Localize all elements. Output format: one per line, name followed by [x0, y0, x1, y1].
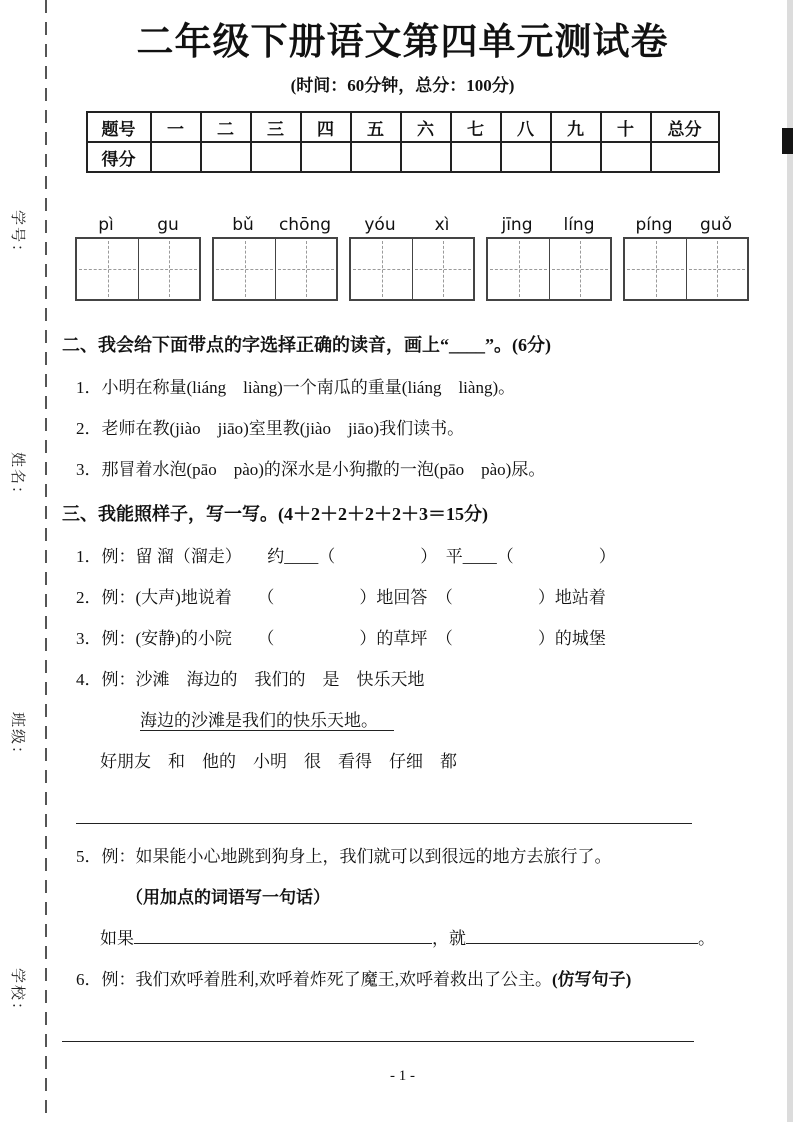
- grid-cell: [412, 239, 473, 299]
- score-table-col: 九: [551, 112, 601, 142]
- score-cell-empty: [251, 142, 301, 172]
- score-cell-empty: [151, 142, 201, 172]
- question-item: 1．小明在称量(liáng liàng)一个南瓜的重量(liáng liàng)。: [76, 378, 516, 397]
- page-subtitle: (时间：60分钟，总分：100分): [290, 76, 515, 95]
- score-cell-empty: [351, 142, 401, 172]
- section-two-heading: 二、我会给下面带点的字选择正确的读音，画上“____”。(6分): [62, 335, 551, 355]
- grid-cell: [351, 239, 412, 299]
- pinyin-label: jīng: [501, 215, 533, 235]
- writing-grid: [623, 237, 749, 301]
- score-table: [86, 111, 720, 173]
- writing-grid: [75, 237, 201, 301]
- question-item: 5．例：如果能小心地跳到狗身上，我们就可以到很远的地方去旅行了。: [76, 847, 612, 866]
- question-item: 2．例：(大声)地说着 （ ）地回答 （ ）地站着: [76, 588, 606, 607]
- score-table-score-row: [87, 142, 719, 172]
- section-three-heading: 三、我能照样子，写一写。(4＋2＋2＋2＋2＋3＝15分): [62, 504, 488, 524]
- pinyin-label: bǔ: [232, 215, 254, 235]
- example-answer-text: 海边的沙滩是我们的快乐天地。: [140, 711, 394, 731]
- score-table-header-row: [87, 112, 719, 142]
- pinyin-label: chōng: [278, 215, 332, 235]
- score-table-col: 四: [301, 112, 351, 142]
- fill-text: ，就: [432, 929, 466, 948]
- score-cell-empty: [601, 142, 651, 172]
- pinyin-label: píng: [635, 215, 673, 235]
- pinyin-group: [349, 215, 475, 301]
- score-table-col: 总分: [651, 112, 719, 142]
- fill-text: 如果: [100, 929, 134, 948]
- pinyin-group: [75, 215, 201, 301]
- pinyin-label: líng: [563, 215, 595, 235]
- score-table-col: 七: [451, 112, 501, 142]
- fill-in-blank-line: [100, 918, 743, 959]
- margin-label-class: 班级：: [9, 712, 25, 764]
- grid-cell: [549, 239, 610, 299]
- score-table-col: 三: [251, 112, 301, 142]
- answer-line: [62, 1014, 694, 1042]
- answer-line: [76, 796, 692, 824]
- writing-grid: [349, 237, 475, 301]
- score-cell-empty: [501, 142, 551, 172]
- margin-label-school: 学校：: [9, 968, 25, 1020]
- grid-cell: [488, 239, 549, 299]
- page-title: 二年级下册语文第四单元测试卷: [136, 22, 669, 63]
- pinyin-writing-section: [75, 215, 743, 301]
- pinyin-label: gu: [157, 215, 179, 235]
- score-table-col: 五: [351, 112, 401, 142]
- grid-cell: [275, 239, 336, 299]
- writing-grid: [486, 237, 612, 301]
- example-answer: [140, 700, 743, 741]
- pinyin-group: [212, 215, 338, 301]
- pinyin-group: [623, 215, 749, 301]
- question-item: 3．例：(安静)的小院 （ ）的草坪 （ ）的城堡: [76, 629, 606, 648]
- word-bank: 好朋友 和 他的 小明 很 看得 仔细 都: [100, 752, 457, 771]
- margin-label-name: 姓名：: [9, 452, 25, 504]
- score-table-col: 六: [401, 112, 451, 142]
- instruction-note: (仿写句子): [552, 970, 632, 989]
- question-text: 6．例：我们欢呼着胜利,欢呼着炸死了魔王,欢呼着救出了公主。: [76, 970, 552, 989]
- score-cell-empty: [651, 142, 719, 172]
- pinyin-label: guǒ: [700, 215, 732, 235]
- writing-grid: [212, 237, 338, 301]
- question-item: 2．老师在教(jiào jiāo)室里教(jiào jiāo)我们读书。: [76, 419, 465, 438]
- margin-label-student-id: 学号：: [9, 210, 25, 262]
- score-cell-empty: [401, 142, 451, 172]
- pinyin-label: xì: [434, 215, 450, 235]
- score-cell-empty: [301, 142, 351, 172]
- pinyin-label: pì: [98, 215, 114, 235]
- score-table-row-label: 得分: [87, 142, 151, 172]
- pinyin-group: [486, 215, 612, 301]
- question-item: 4．例：沙滩 海边的 我们的 是 快乐天地: [76, 670, 425, 689]
- grid-cell: [138, 239, 199, 299]
- page-number: - 1 -: [390, 1068, 415, 1084]
- score-cell-empty: [451, 142, 501, 172]
- instruction-note: （用加点的词语写一句话）: [126, 888, 330, 907]
- blank-line: [466, 927, 698, 944]
- score-cell-empty: [201, 142, 251, 172]
- fill-text: 。: [698, 929, 715, 948]
- score-table-col: 十: [601, 112, 651, 142]
- question-item: [76, 959, 743, 1000]
- question-item: 1．例：留 溜（溜走） 约____（ ） 平____（ ）: [76, 547, 616, 566]
- grid-cell: [686, 239, 747, 299]
- score-table-col: 八: [501, 112, 551, 142]
- score-table-col: 二: [201, 112, 251, 142]
- score-cell-empty: [551, 142, 601, 172]
- score-table-row-label: 题号: [87, 112, 151, 142]
- question-item: 3．那冒着水泡(pāo pào)的深水是小狗撒的一泡(pāo pào)尿。: [76, 460, 546, 479]
- score-table-col: 一: [151, 112, 201, 142]
- grid-cell: [214, 239, 275, 299]
- grid-cell: [77, 239, 138, 299]
- pinyin-label: yóu: [364, 215, 396, 235]
- blank-line: [134, 927, 432, 944]
- grid-cell: [625, 239, 686, 299]
